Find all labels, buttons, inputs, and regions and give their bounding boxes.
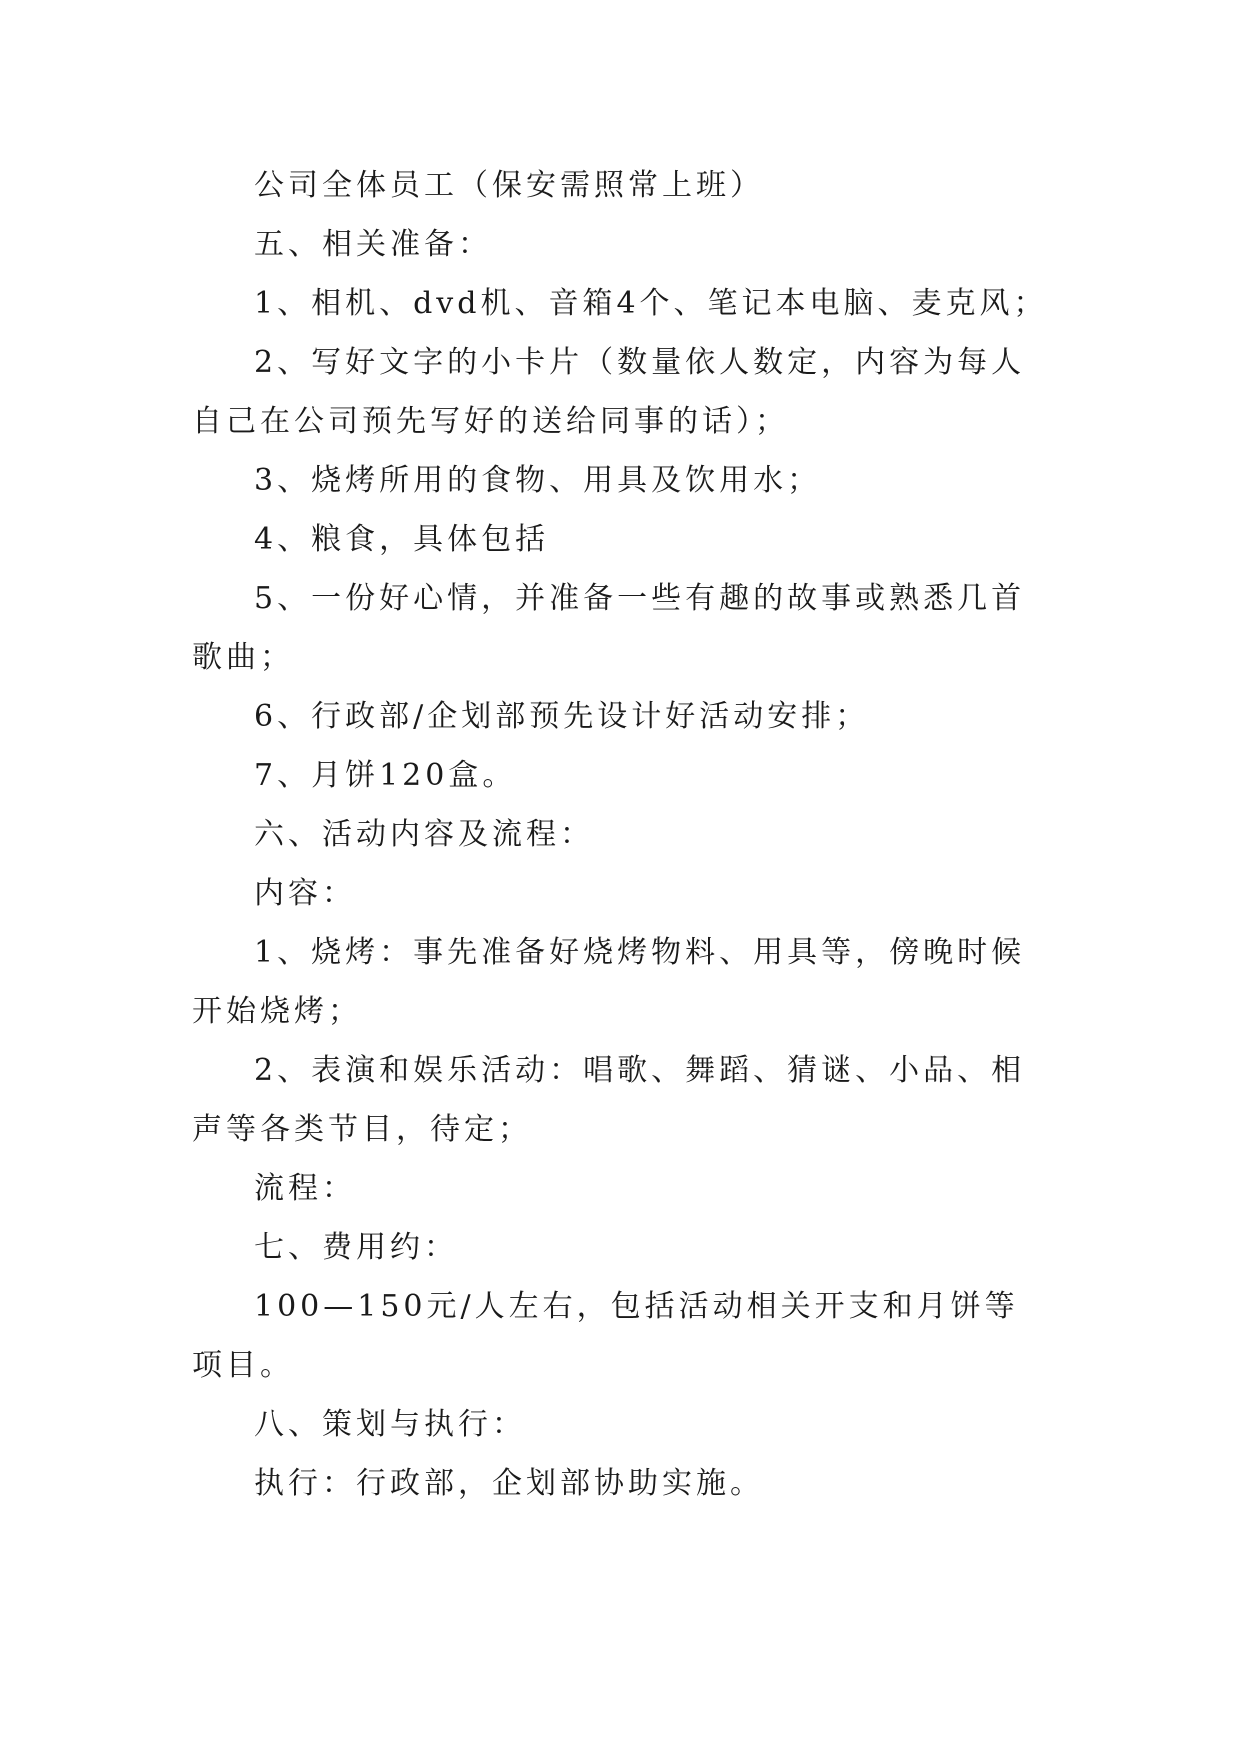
section-heading-activities: 六、活动内容及流程：: [254, 817, 594, 852]
list-item: 2、写好文字的小卡片（数量依人数定，内容为每人自己在公司预先写好的送给同事的话）；: [192, 345, 1026, 439]
subheading-process: 流程：: [254, 1171, 356, 1206]
paragraph-cost: 100—150元/人左右，包括活动相关开支和月饼等项目。: [192, 1289, 1019, 1383]
list-item: 3、烧烤所用的食物、用具及饮用水；: [254, 463, 822, 498]
section-heading-preparation: 五、相关准备：: [254, 227, 492, 262]
paragraph-participants: 公司全体员工（保安需照常上班）: [254, 168, 764, 203]
document-body: [192, 156, 1052, 1513]
list-item: 4、粮食，具体包括: [254, 522, 550, 557]
section-heading-planning: 八、策划与执行：: [254, 1407, 526, 1442]
list-item: 7、月饼120盒。: [254, 758, 517, 793]
section-heading-cost: 七、费用约：: [254, 1230, 458, 1265]
paragraph-execution: 执行：行政部，企划部协助实施。: [254, 1466, 764, 1501]
list-item: 6、行政部/企划部预先设计好活动安排；: [254, 699, 870, 734]
list-item: 2、表演和娱乐活动：唱歌、舞蹈、猜谜、小品、相声等各类节目，待定；: [192, 1053, 1026, 1147]
subheading-content: 内容：: [254, 876, 356, 911]
list-item: 5、一份好心情，并准备一些有趣的故事或熟悉几首歌曲；: [192, 581, 1026, 675]
list-item: 1、烧烤：事先准备好烧烤物料、用具等，傍晚时候开始烧烤；: [192, 935, 1026, 1029]
list-item: 1、相机、dvd机、音箱4个、笔记本电脑、麦克风；: [254, 286, 1048, 321]
